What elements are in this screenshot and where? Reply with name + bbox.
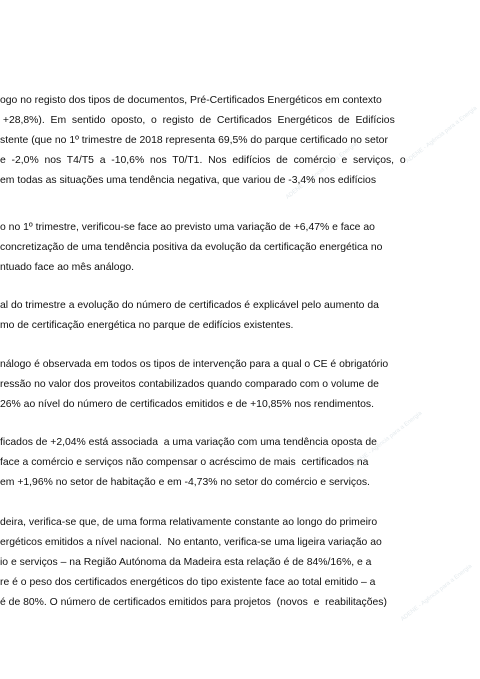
text-line: o no 1º trimestre, verificou-se face ao previsto uma variação de +6,47% e face ao <box>0 222 375 233</box>
text-line: stente (que no 1º trimestre de 2018 representa 69,5% do parque certificado no setor <box>0 135 388 146</box>
watermark-3: ADENE - Agência para a Energia <box>350 410 424 470</box>
text-line: nálogo é observada em todos os tipos de intervenção para a qual o CE é obrigatório <box>0 359 389 370</box>
text-line: mo de certificação energética no parque de edifícios existentes. <box>0 320 294 331</box>
text-line: em +1,96% no setor de habitação e em -4,73% no setor do comércio e serviços. <box>0 477 370 488</box>
text-line: re é o peso dos certificados energéticos do tipo existente face ao total emitido – a <box>0 577 376 588</box>
watermark-4: ADENE - Agência para a Energia <box>400 563 474 623</box>
text-line: ogo no registo dos tipos de documentos, Pré-Certificados Energéticos em contexto <box>0 95 382 106</box>
text-line: al do trimestre a evolução do número de certificados é explicável pelo aumento da <box>0 300 379 311</box>
text-line: e -2,0% nos T4/T5 a -10,6% nos T0/T1. Nos edifícios de comércio e serviços, o <box>0 155 406 166</box>
text-line: +28,8%). Em sentido oposto, o registo de Certificados Energéticos de Edifícios <box>0 115 395 126</box>
watermark-1: ADENE - Agência para a Energia <box>285 141 359 201</box>
watermark-2: ADENE - Agência para a Energia <box>405 105 479 165</box>
text-line: ficados de +2,04% está associada a uma variação com uma tendência oposta de <box>0 437 377 448</box>
text-line: é de 80%. O número de certificados emitidos para projetos (novos e reabilitações) <box>0 597 387 608</box>
text-line: ntuado face ao mês análogo. <box>0 262 135 273</box>
text-line: io e serviços – na Região Autónoma da Madeira esta relação é de 84%/16%, e a <box>0 557 372 568</box>
text-line: concretização de uma tendência positiva da evolução da certificação energética no <box>0 242 383 253</box>
text-line: 26% ao nível do número de certificados emitidos e de +10,85% nos rendimentos. <box>0 399 374 410</box>
text-line: face a comércio e serviços não compensar o acréscimo de mais certificados na <box>0 457 369 468</box>
text-line: deira, verifica-se que, de uma forma relativamente constante ao longo do primeiro <box>0 517 378 528</box>
text-line: ergéticos emitidos a nível nacional. No entanto, verifica-se uma ligeira variação ao <box>0 537 382 548</box>
text-line: em todas as situações uma tendência negativa, que variou de -3,4% nos edifícios <box>0 175 377 186</box>
text-line: ressão no valor dos proveitos contabilizados quando comparado com o volume de <box>0 379 379 390</box>
